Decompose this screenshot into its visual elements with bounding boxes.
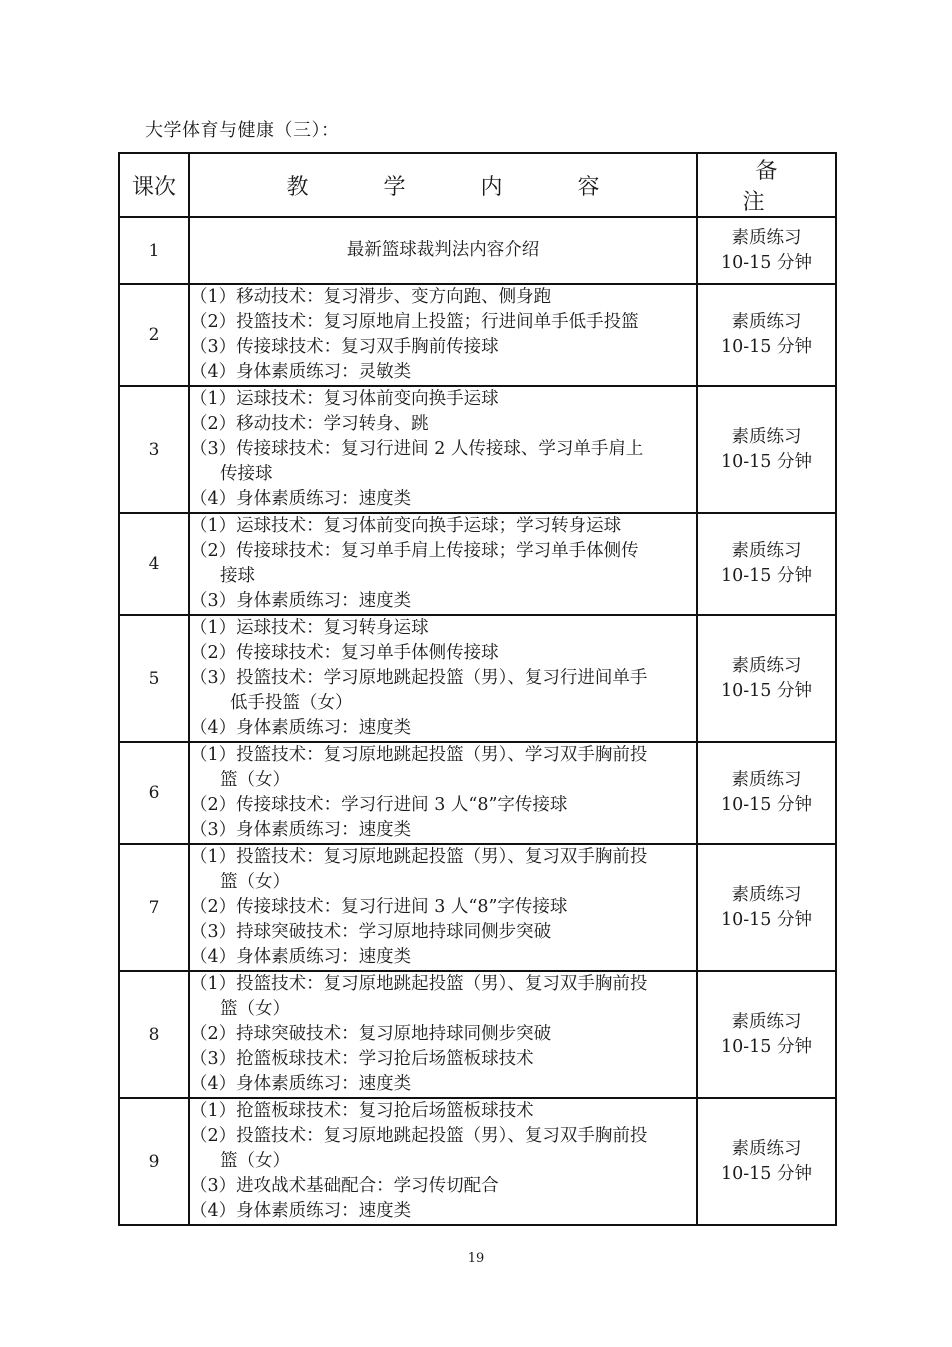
content-line: （2）传接球技术：复习单手体侧传接球 xyxy=(190,643,499,663)
note-line: 素质练习 xyxy=(731,770,802,790)
note-line: 10-15 分钟 xyxy=(720,909,812,930)
lesson-note xyxy=(697,284,836,386)
lesson-content xyxy=(189,844,697,971)
content-line: （4）身体素质练习：速度类 xyxy=(190,489,412,509)
content-line: （4）身体素质练习：速度类 xyxy=(190,1074,412,1094)
lesson-content xyxy=(189,386,697,513)
page-number: 19 xyxy=(467,1251,485,1266)
content-line: 最新篮球裁判法内容介绍 xyxy=(346,240,540,260)
lesson-note xyxy=(697,615,836,742)
content-line: （2）传接球技术：复习单手肩上传接球；学习单手体侧传 xyxy=(190,541,639,561)
content-line: （1）运球技术：复习体前变向换手运球；学习转身运球 xyxy=(190,516,622,536)
content-line: （1）抢篮板球技术：复习抢后场篮板球技术 xyxy=(190,1101,534,1121)
content-line: （3）持球突破技术：学习原地持球同侧步突破 xyxy=(190,922,552,942)
note-line: 素质练习 xyxy=(731,312,802,332)
table-row xyxy=(119,844,836,971)
content-line: （4）身体素质练习：速度类 xyxy=(190,718,412,738)
content-line: （1）运球技术：复习体前变向换手运球 xyxy=(190,389,499,409)
lesson-content xyxy=(189,513,697,615)
content-line: （2）投篮技术：复习原地肩上投篮；行进间单手低手投篮 xyxy=(190,312,639,332)
content-line: 接球 xyxy=(220,566,255,586)
note-line: 10-15 分钟 xyxy=(720,795,812,815)
note-line: 素质练习 xyxy=(731,884,802,905)
note-line: 10-15 分钟 xyxy=(720,337,812,357)
note-line: 10-15 分钟 xyxy=(720,451,812,472)
lesson-content xyxy=(189,217,697,284)
lesson-number: 8 xyxy=(119,971,189,1098)
lesson-number: 9 xyxy=(119,1098,189,1225)
note-line: 10-15 分钟 xyxy=(720,1163,812,1184)
content-line: （4）身体素质练习：灵敏类 xyxy=(190,362,412,382)
note-line: 素质练习 xyxy=(731,426,802,447)
content-line: （3）进攻战术基础配合：学习传切配合 xyxy=(190,1176,499,1196)
table-row xyxy=(119,742,836,844)
content-line: 篮（女） xyxy=(220,999,290,1019)
lesson-content xyxy=(189,742,697,844)
content-line: （3）传接球技术：复习行进间 2 人传接球、学习单手肩上 xyxy=(190,439,644,459)
note-line: 素质练习 xyxy=(731,227,802,248)
table-row xyxy=(119,1098,836,1225)
lesson-number: 7 xyxy=(119,844,189,971)
lesson-note xyxy=(697,1098,836,1225)
section-heading: 大学体育与健康（三）： xyxy=(145,120,340,141)
lesson-number: 6 xyxy=(119,742,189,844)
content-line: （1）投篮技术：复习原地跳起投篮（男）、复习双手胸前投 xyxy=(190,974,648,994)
lesson-note xyxy=(697,844,836,971)
table-row xyxy=(119,217,836,284)
content-line: （2）投篮技术：复习原地跳起投篮（男）、复习双手胸前投 xyxy=(190,1126,648,1146)
header-content: 教 学 内 容 xyxy=(189,153,697,217)
table-row xyxy=(119,513,836,615)
table-row xyxy=(119,284,836,386)
table-header-row xyxy=(119,153,836,217)
content-line: （1）运球技术：复习转身运球 xyxy=(190,618,429,638)
content-line: （4）身体素质练习：速度类 xyxy=(190,947,412,967)
content-line: （1）投篮技术：复习原地跳起投篮（男）、复习双手胸前投 xyxy=(190,847,648,867)
lesson-number: 3 xyxy=(119,386,189,513)
content-line: 篮（女） xyxy=(220,1151,290,1171)
lesson-content xyxy=(189,615,697,742)
content-line: （3）传接球技术：复习双手胸前传接球 xyxy=(190,337,499,357)
content-line: 低手投篮（女） xyxy=(230,693,353,713)
content-line: （3）抢篮板球技术：学习抢后场篮板球技术 xyxy=(190,1049,534,1069)
note-line: 素质练习 xyxy=(731,655,802,676)
lesson-content xyxy=(189,971,697,1098)
content-line: （4）身体素质练习：速度类 xyxy=(190,1201,412,1221)
lesson-note xyxy=(697,513,836,615)
lesson-note xyxy=(697,217,836,284)
table-row xyxy=(119,971,836,1098)
lesson-number: 4 xyxy=(119,513,189,615)
content-line: 篮（女） xyxy=(220,770,290,790)
note-line: 素质练习 xyxy=(731,1138,802,1159)
note-line: 素质练习 xyxy=(731,1011,802,1032)
note-line: 10-15 分钟 xyxy=(720,680,812,701)
content-line: 篮（女） xyxy=(220,872,290,892)
content-line: （3）身体素质练习：速度类 xyxy=(190,820,412,840)
lesson-note xyxy=(697,971,836,1098)
table-row xyxy=(119,615,836,742)
content-line: （2）传接球技术：复习行进间 3 人“8”字传接球 xyxy=(190,897,568,917)
lesson-number: 1 xyxy=(119,217,189,284)
content-line: （1）移动技术：复习滑步、变方向跑、侧身跑 xyxy=(190,287,552,307)
content-line: （3）身体素质练习：速度类 xyxy=(190,591,412,611)
content-line: （2）传接球技术：学习行进间 3 人“8”字传接球 xyxy=(190,795,568,815)
note-line: 10-15 分钟 xyxy=(720,252,812,273)
lesson-note xyxy=(697,386,836,513)
content-line: 传接球 xyxy=(220,464,273,484)
header-note: 备 注 xyxy=(697,153,836,217)
content-line: （2）移动技术：学习转身、跳 xyxy=(190,414,429,434)
table-row xyxy=(119,386,836,513)
header-lesson: 课次 xyxy=(119,153,189,217)
teaching-plan-table xyxy=(118,152,837,1226)
lesson-content xyxy=(189,1098,697,1225)
note-line: 10-15 分钟 xyxy=(720,566,812,586)
lesson-note xyxy=(697,742,836,844)
content-line: （2）持球突破技术：复习原地持球同侧步突破 xyxy=(190,1024,552,1044)
content-line: （1）投篮技术：复习原地跳起投篮（男）、学习双手胸前投 xyxy=(190,745,648,765)
lesson-content xyxy=(189,284,697,386)
note-line: 10-15 分钟 xyxy=(720,1036,812,1057)
note-line: 素质练习 xyxy=(731,541,802,561)
content-line: （3）投篮技术：学习原地跳起投篮（男）、复习行进间单手 xyxy=(190,668,648,688)
lesson-number: 2 xyxy=(119,284,189,386)
lesson-number: 5 xyxy=(119,615,189,742)
